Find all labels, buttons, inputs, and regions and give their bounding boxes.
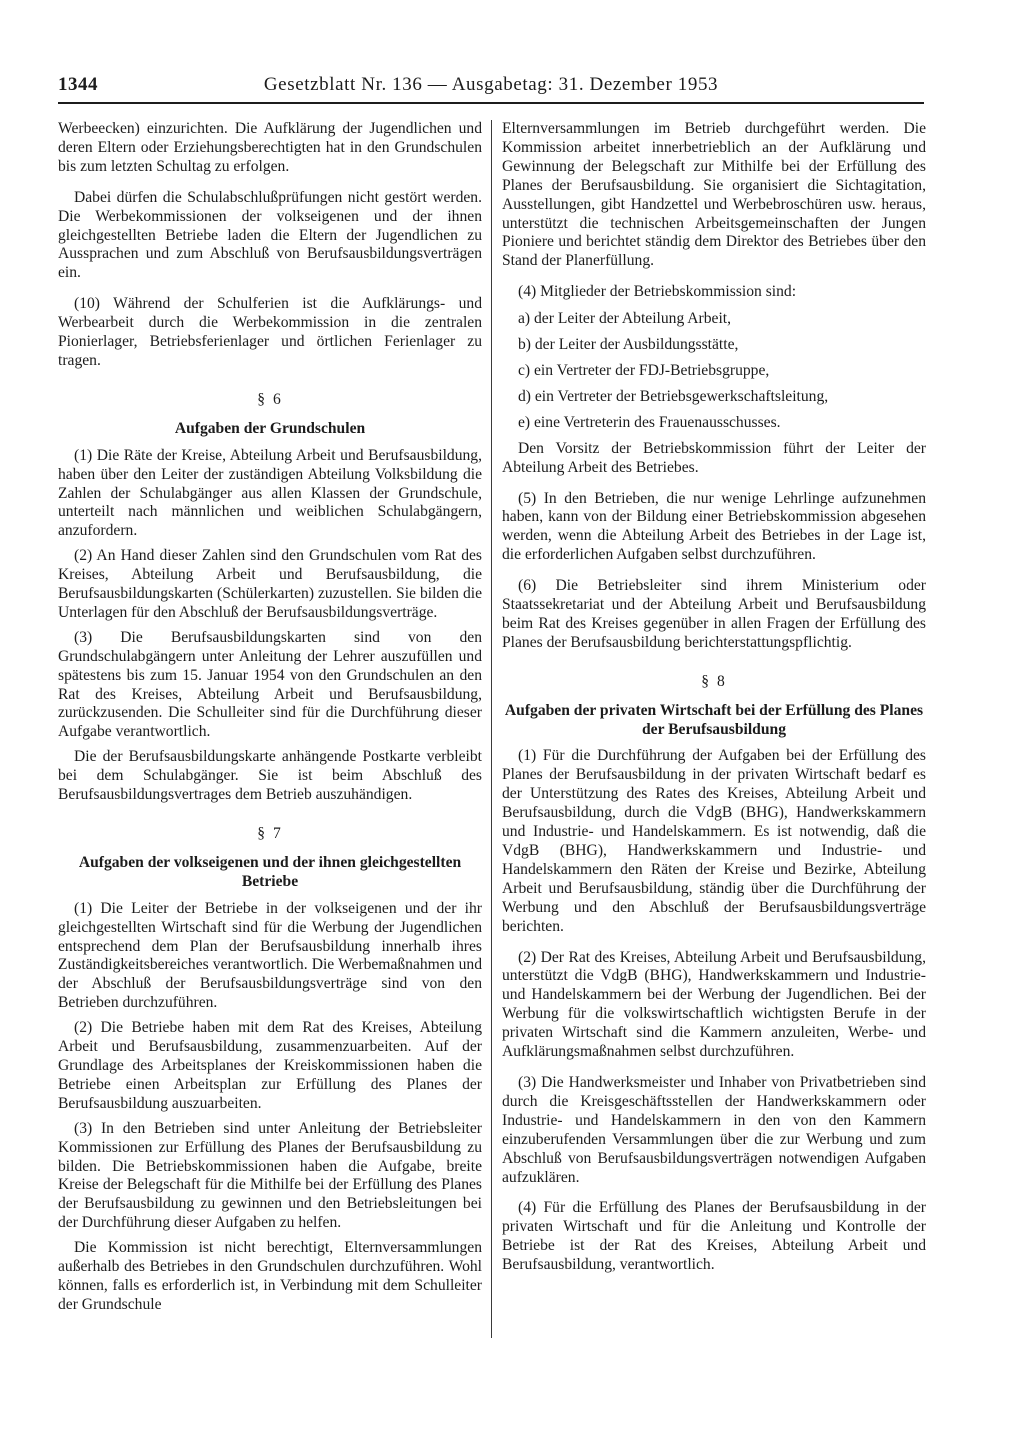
header-title: Gesetzblatt Nr. 136 — Ausgabetag: 31. Dezember 1953: [263, 74, 719, 95]
paragraph: (2) An Hand dieser Zahlen sind den Grundschulen vom Rat des Kreises, Abteilung Arbeit und Berufsausbildung, die Berufsausbildungskarten (Schülerkarten) zuzustellen. Sie bilden die Unterlagen für den Abschluß der Berufsausbildungsverträge.: [58, 547, 482, 621]
paragraph: (3) Die Berufsausbildungskarten sind von den Grundschulabgängern unter Anleitung der Lehrer auszufüllen und spätestens bis zum 15. Januar 1954 von den Grundschulen an den Rat des Kreises, Abteilung Arbeit und Berufsausbildung, zurückzusenden. Die Schulleiter sind für die Durchführung dieser Aufgabe verantwortlich.: [58, 628, 482, 741]
paragraph: Den Vorsitz der Betriebskommission führt der Leiter der Abteilung Arbeit des Betriebes.: [502, 439, 926, 476]
paragraph: Dabei dürfen die Schulabschlußprüfungen nicht gestört werden. Die Werbekommissionen der volkseigenen und der ihnen gleichgestellten Betriebe laden die Eltern der Jugendlichen zu Aussprachen und zum Abschluß von Berufsausbildungsverträgen ein.: [58, 188, 482, 282]
list-item: c) ein Vertreter der FDJ-Betriebsgruppe,: [518, 361, 770, 379]
section-6-mark: § 6: [257, 390, 283, 408]
paragraph: Elternversammlungen im Betrieb durchgeführt werden. Die Kommission arbeitet innerbetrieblich an der Aufklärung und Gewinnung der Belegschaft zur Mithilfe bei der Erfüllung des Planes der Berufsausbildung. Sie organisiert die Sichtagitation, Ausstellungen, gibt Handzettel und Werbebroschüren usw. heraus, unterstützt die technischen Arbeitsgemeinschaften der Jungen Pioniere und berichtet ständig dem Direktor des Betriebes über den Stand der Planerfüllung.: [502, 120, 926, 270]
section-8-title: Aufgaben der privaten Wirtschaft bei der Erfüllung des Planes der Berufsausbildung: [504, 701, 924, 738]
section-7-mark: § 7: [257, 825, 283, 842]
list-item: e) eine Vertreterin des Frauenausschusses.: [518, 413, 781, 431]
paragraph: (10) Während der Schulferien ist die Aufklärungs- und Werbearbeit durch die Werbekommission in die zentralen Pionierlager, Betriebsferienlager und örtlichen Ferienlager zu tragen.: [58, 295, 482, 369]
paragraph: (2) Die Betriebe haben mit dem Rat des Kreises, Abteilung Arbeit und Berufsausbildung, zusammenzuarbeiten. Auf der Grundlage des Arbeitsplanes der Kreiskommissionen haben die Betriebe einen Arbeitsplan zur Erfüllung des Planes der Berufsausbildung auszuarbeiten.: [58, 1019, 482, 1112]
column-divider: [491, 120, 492, 1338]
paragraph: Werbeecken) einzurichten. Die Aufklärung der Jugendlichen und deren Eltern oder Erziehungsberechtigten hat in den Grundschulen bis zum letzten Schultag zu erfolgen.: [58, 120, 482, 175]
right-column: [502, 120, 926, 1287]
page-header: [58, 74, 924, 104]
paragraph: (3) In den Betrieben sind unter Anleitung der Betriebsleiter Kommissionen zur Erfüllung des Planes der Berufsausbildung zu bilden. Die Betriebskommissionen haben die Aufgabe, breite Kreise der Belegschaft für die Mithilfe bei der Erfüllung des Planes der Berufsausbildung zu gewinnen und den Betriebsleitungen bei der Durchführung dieser Aufgaben zu helfen.: [58, 1119, 482, 1232]
paragraph: (5) In den Betrieben, die nur wenige Lehrlinge aufzunehmen haben, kann von der Bildung einer Betriebskommission abgesehen werden, wenn die Abteilung Arbeit des Betriebes in der Lage ist, die erforderlichen Aufgaben selbst durchzuführen.: [502, 489, 926, 564]
page-number: 1344: [58, 74, 98, 95]
left-column: [58, 120, 482, 1321]
paragraph: (4) Mitglieder der Betriebskommission sind:: [518, 283, 797, 301]
section-6-title: Aufgaben der Grundschulen: [174, 419, 366, 437]
list-item: b) der Leiter der Ausbildungsstätte,: [518, 336, 739, 354]
paragraph: (6) Die Betriebsleiter sind ihrem Ministerium oder Staatssekretariat und der Abteilung Arbeit und Berufsausbildung beim Rat des Kreises gegenüber in allen Fragen der Erfüllung des Planes der Berufsausbildung berichterstattungspflichtig.: [502, 577, 926, 651]
list-item: d) ein Vertreter der Betriebsgewerkschaftsleitung,: [518, 387, 829, 405]
section-7-title: Aufgaben der volkseigenen und der ihnen gleichgestellten Betriebe: [78, 853, 462, 890]
paragraph: (3) Die Handwerksmeister und Inhaber von Privatbetrieben sind durch die Kreisgeschäftsstellen der Handwerkskammern oder Industrie- und Handelskammern in den von den Kammern einzuberufenden Versammlungen über die zur Werbung und zum Abschluß von Berufsausbildungsverträgen notwendigen Aufgaben aufzuklären.: [502, 1073, 926, 1186]
paragraph: Die der Berufsausbildungskarte anhängende Postkarte verbleibt bei dem Schulabgänger. Sie ist beim Abschluß des Berufsausbildungsvertrages dem Betrieb auszuhändigen.: [58, 748, 482, 804]
section-8-mark: § 8: [701, 672, 727, 690]
paragraph: (4) Für die Erfüllung des Planes der Berufsausbildung in der privaten Wirtschaft und für die Anleitung und Kontrolle der Betriebe ist der Rat des Kreises, Abteilung Arbeit und Berufsausbildung, verantwortlich.: [502, 1199, 926, 1274]
list-item: a) der Leiter der Abteilung Arbeit,: [518, 310, 732, 328]
paragraph: (2) Der Rat des Kreises, Abteilung Arbeit und Berufsausbildung, unterstützt die VdgB (BHG), Handwerkskammern und Industrie- und Handelskammern bei der Werbung der Jugendlichen. Bei der Werbung für die volkswirtschaftlich wichtigsten Berufe in der privaten Wirtschaft sind die Kammern anzuleiten, Werbe- und Aufklärungsmaßnahmen selbst durchzuführen.: [502, 948, 926, 1061]
paragraph: (1) Die Räte der Kreise, Abteilung Arbeit und Berufsausbildung, haben über den Leiter der zuständigen Abteilung Volksbildung die Zahlen der Schulabgänger aus allen Klassen der Grundschule, unterteilt nach männlichen und weiblichen Schulabgängern, anzufordern.: [58, 446, 482, 540]
paragraph: (1) Für die Durchführung der Aufgaben bei der Erfüllung des Planes der Berufsausbildung in der privaten Wirtschaft bedarf es der Unterstützung des Rates des Kreises, Abteilung Arbeit und Berufsausbildung, durch die VdgB (BHG), Handwerkskammern und Industrie- und Handelskammern. Es ist notwendig, daß die VdgB (BHG), Handwerkskammern und Industrie- und Handelskammern den Räten der Kreise und Bezirke, Abteilung Arbeit und Berufsausbildung, ständig über die Durchführung der Werbung und den Abschluß der Berufsausbildungsverträge berichten.: [502, 747, 926, 935]
paragraph: Die Kommission ist nicht berechtigt, Elternversammlungen außerhalb des Betriebes in den Grundschulen durchzuführen. Wohl können, falls es erforderlich ist, in Verbindung mit dem Schulleiter der Grundschule: [58, 1239, 482, 1313]
paragraph: (1) Die Leiter der Betriebe in der volkseigenen und der ihr gleichgestellten Wirtschaft sind für die Werbung der Jugendlichen entsprechend dem Plan der Berufsausbildung innerhalb ihres Zuständigkeitsbereiches verantwortlich. Die Werbemaßnahmen und der Abschluß der Berufsausbildungsverträge sind von den Betrieben durchzuführen.: [58, 899, 482, 1012]
